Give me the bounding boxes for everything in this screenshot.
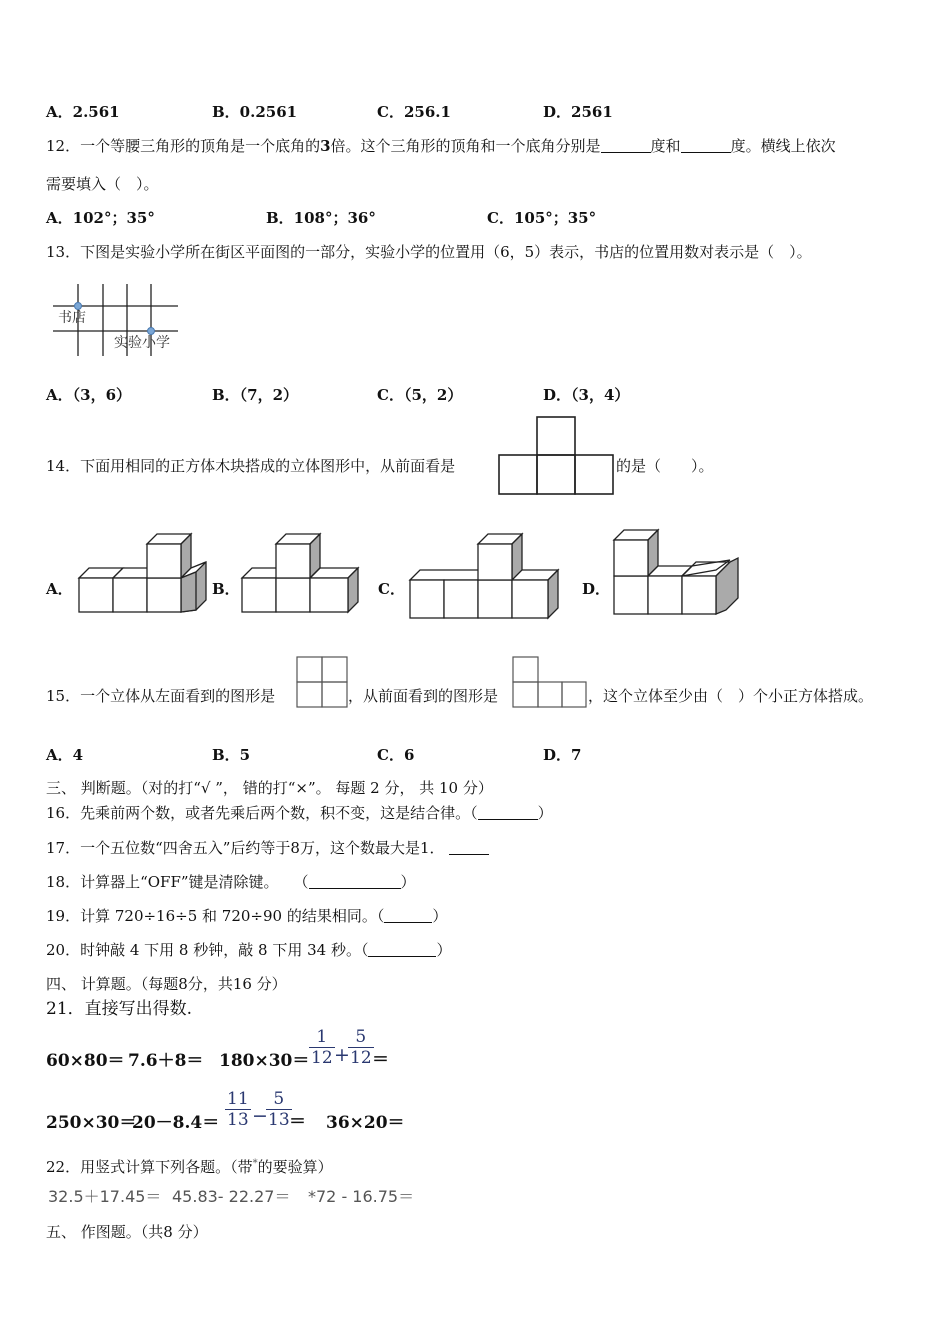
q14-question-part2: 的是（ ）。 xyxy=(616,457,714,475)
q14-front-view-figure xyxy=(498,416,614,496)
q12-option-b[interactable]: B．108°；36° xyxy=(266,209,376,227)
q21-expr-60x80: 60×80＝ xyxy=(46,1051,125,1071)
q21-expr-250x30: 250×30＝ xyxy=(46,1113,137,1133)
q12-question xyxy=(46,136,836,156)
q15-option-d[interactable]: D．7 xyxy=(543,746,582,764)
q12-option-a[interactable]: A．102°；35° xyxy=(46,209,155,227)
q17-question xyxy=(46,838,489,858)
q13-school-label: 实验小学 xyxy=(114,335,170,351)
q20-end: ） xyxy=(436,941,452,959)
q14-option-b-figure[interactable] xyxy=(240,526,364,618)
q13-option-d[interactable]: D．（3，4） xyxy=(543,386,630,404)
q14-option-a-figure[interactable] xyxy=(76,526,208,618)
q15-question-part2: ，从前面看到的图形是 xyxy=(348,687,499,705)
q15-left-view-figure xyxy=(296,656,348,708)
q21-expr-180x30: 180×30＝ xyxy=(219,1051,310,1071)
q13-option-a[interactable]: A．（3，6） xyxy=(46,386,132,404)
q12-text2: 倍。这个三角形的顶角和一个底角分别是 xyxy=(330,137,601,155)
q21-equals-2: ＝ xyxy=(289,1112,306,1132)
q22-expr-1: 32.5＋17.45＝ xyxy=(48,1187,162,1206)
q14-option-a-label[interactable]: A． xyxy=(46,580,73,598)
section-3-heading: 三、 判断题。（对的打“√ ”， 错的打“×”。 每题 2 分， 共 10 分） xyxy=(46,779,493,797)
q13-option-c[interactable]: C．（5，2） xyxy=(377,386,463,404)
q15-question-part3: ，这个立体至少由（ ）个小正方体搭成。 xyxy=(588,687,874,705)
section-5-heading: 五、 作图题。（共8 分） xyxy=(46,1223,208,1241)
q12-unit2: 度。横线上依次 xyxy=(730,137,836,155)
q21-equals-1: ＝ xyxy=(372,1050,389,1070)
q18-end: ） xyxy=(400,873,416,891)
q21-minus-sign: − xyxy=(252,1105,268,1127)
q20-text: 20．时钟敲 4 下用 8 秒钟，敲 8 下用 34 秒。（ xyxy=(46,941,369,959)
q19-text: 19．计算 720÷16÷5 和 720÷90 的结果相同。（ xyxy=(46,907,385,925)
q11-option-d[interactable]: D．2561 xyxy=(543,103,613,121)
q18-question xyxy=(46,872,416,892)
q13-question: 13．下图是实验小学所在街区平面图的一部分，实验小学的位置用（6，5）表示，书店的位置用数对表示是（ ）。 xyxy=(46,243,812,261)
q14-option-d-label[interactable]: D． xyxy=(582,580,611,598)
q14-option-c-label[interactable]: C． xyxy=(378,580,405,598)
q13-school-marker xyxy=(148,328,155,335)
q16-question xyxy=(46,803,553,823)
q12-question-line2: 需要填入（ ）。 xyxy=(46,175,159,193)
q16-text: 16．先乘前两个数，或者先乘后两个数，积不变，这是结合律。（ xyxy=(46,804,478,822)
q20-answer-blank[interactable] xyxy=(368,942,436,957)
q21-fraction-1-12: $\frac{1}{12}$ xyxy=(311,1027,333,1068)
q22-expr-2: 45.83- 22.27＝ xyxy=(172,1187,291,1206)
q14-option-d-figure[interactable] xyxy=(612,526,742,618)
q14-option-b-label[interactable]: B． xyxy=(212,580,240,598)
q16-answer-blank[interactable] xyxy=(478,805,538,820)
q13-street-map xyxy=(50,282,195,358)
q21-expr-36x20: 36×20＝ xyxy=(326,1113,405,1133)
q15-question-part1: 15．一个立体从左面看到的图形是 xyxy=(46,687,276,705)
q12-unit1: 度和 xyxy=(650,137,681,155)
q17-text: 17．一个五位数“四舍五入”后约等于8万，这个数最大是1． xyxy=(46,839,445,857)
q18-answer-blank[interactable] xyxy=(309,874,401,889)
q18-text: 18．计算器上“OFF”键是清除键。 （ xyxy=(46,873,309,891)
q20-question xyxy=(46,940,451,960)
q11-option-b[interactable]: B．0.2561 xyxy=(212,103,298,121)
q14-question-part1: 14．下面用相同的正方体木块搭成的立体图形中，从前面看是 xyxy=(46,457,456,475)
q15-option-a[interactable]: A．4 xyxy=(46,746,84,764)
q13-bookstore-marker xyxy=(75,303,82,310)
q22-star: * xyxy=(252,1158,258,1169)
q21-fraction-5-13: $\frac{5}{13}$ xyxy=(268,1089,290,1130)
q17-answer-blank[interactable] xyxy=(449,840,489,855)
q21-title: 21．直接写出得数. xyxy=(46,999,193,1019)
q11-option-c[interactable]: C．256.1 xyxy=(377,103,451,121)
q21-fraction-11-13: $\frac{11}{13}$ xyxy=(227,1089,249,1130)
q21-expr-7.6plus8: 7.6＋8＝ xyxy=(128,1051,204,1071)
q12-num: 3 xyxy=(320,137,331,155)
q21-expr-20minus8.4: 20－8.4＝ xyxy=(132,1113,220,1133)
q13-option-b[interactable]: B．（7，2） xyxy=(212,386,299,404)
q16-end: ） xyxy=(537,804,553,822)
section-4-heading: 四、 计算题。（每题8分，共16 分） xyxy=(46,975,287,993)
q12-text1: 12．一个等腰三角形的顶角是一个底角的 xyxy=(46,137,321,155)
q12-blank-2[interactable] xyxy=(681,138,731,153)
q22-title: 22．用竖式计算下列各题。（带*的要验算） xyxy=(46,1158,333,1176)
q19-answer-blank[interactable] xyxy=(384,908,432,923)
q19-question xyxy=(46,906,447,926)
q21-plus-sign: + xyxy=(334,1044,350,1066)
q22-expr-3: *72 - 16.75＝ xyxy=(308,1187,415,1206)
q12-blank-1[interactable] xyxy=(601,138,651,153)
q21-fraction-5-12: $\frac{5}{12}$ xyxy=(350,1027,372,1068)
q19-end: ） xyxy=(432,907,448,925)
q13-bookstore-label: 书店 xyxy=(58,310,86,326)
q11-option-a[interactable]: A．2.561 xyxy=(46,103,120,121)
q14-option-c-figure[interactable] xyxy=(408,530,560,622)
q15-front-view-figure xyxy=(512,656,588,708)
q15-option-c[interactable]: C．6 xyxy=(377,746,415,764)
q12-option-c[interactable]: C．105°；35° xyxy=(487,209,597,227)
q15-option-b[interactable]: B．5 xyxy=(212,746,251,764)
